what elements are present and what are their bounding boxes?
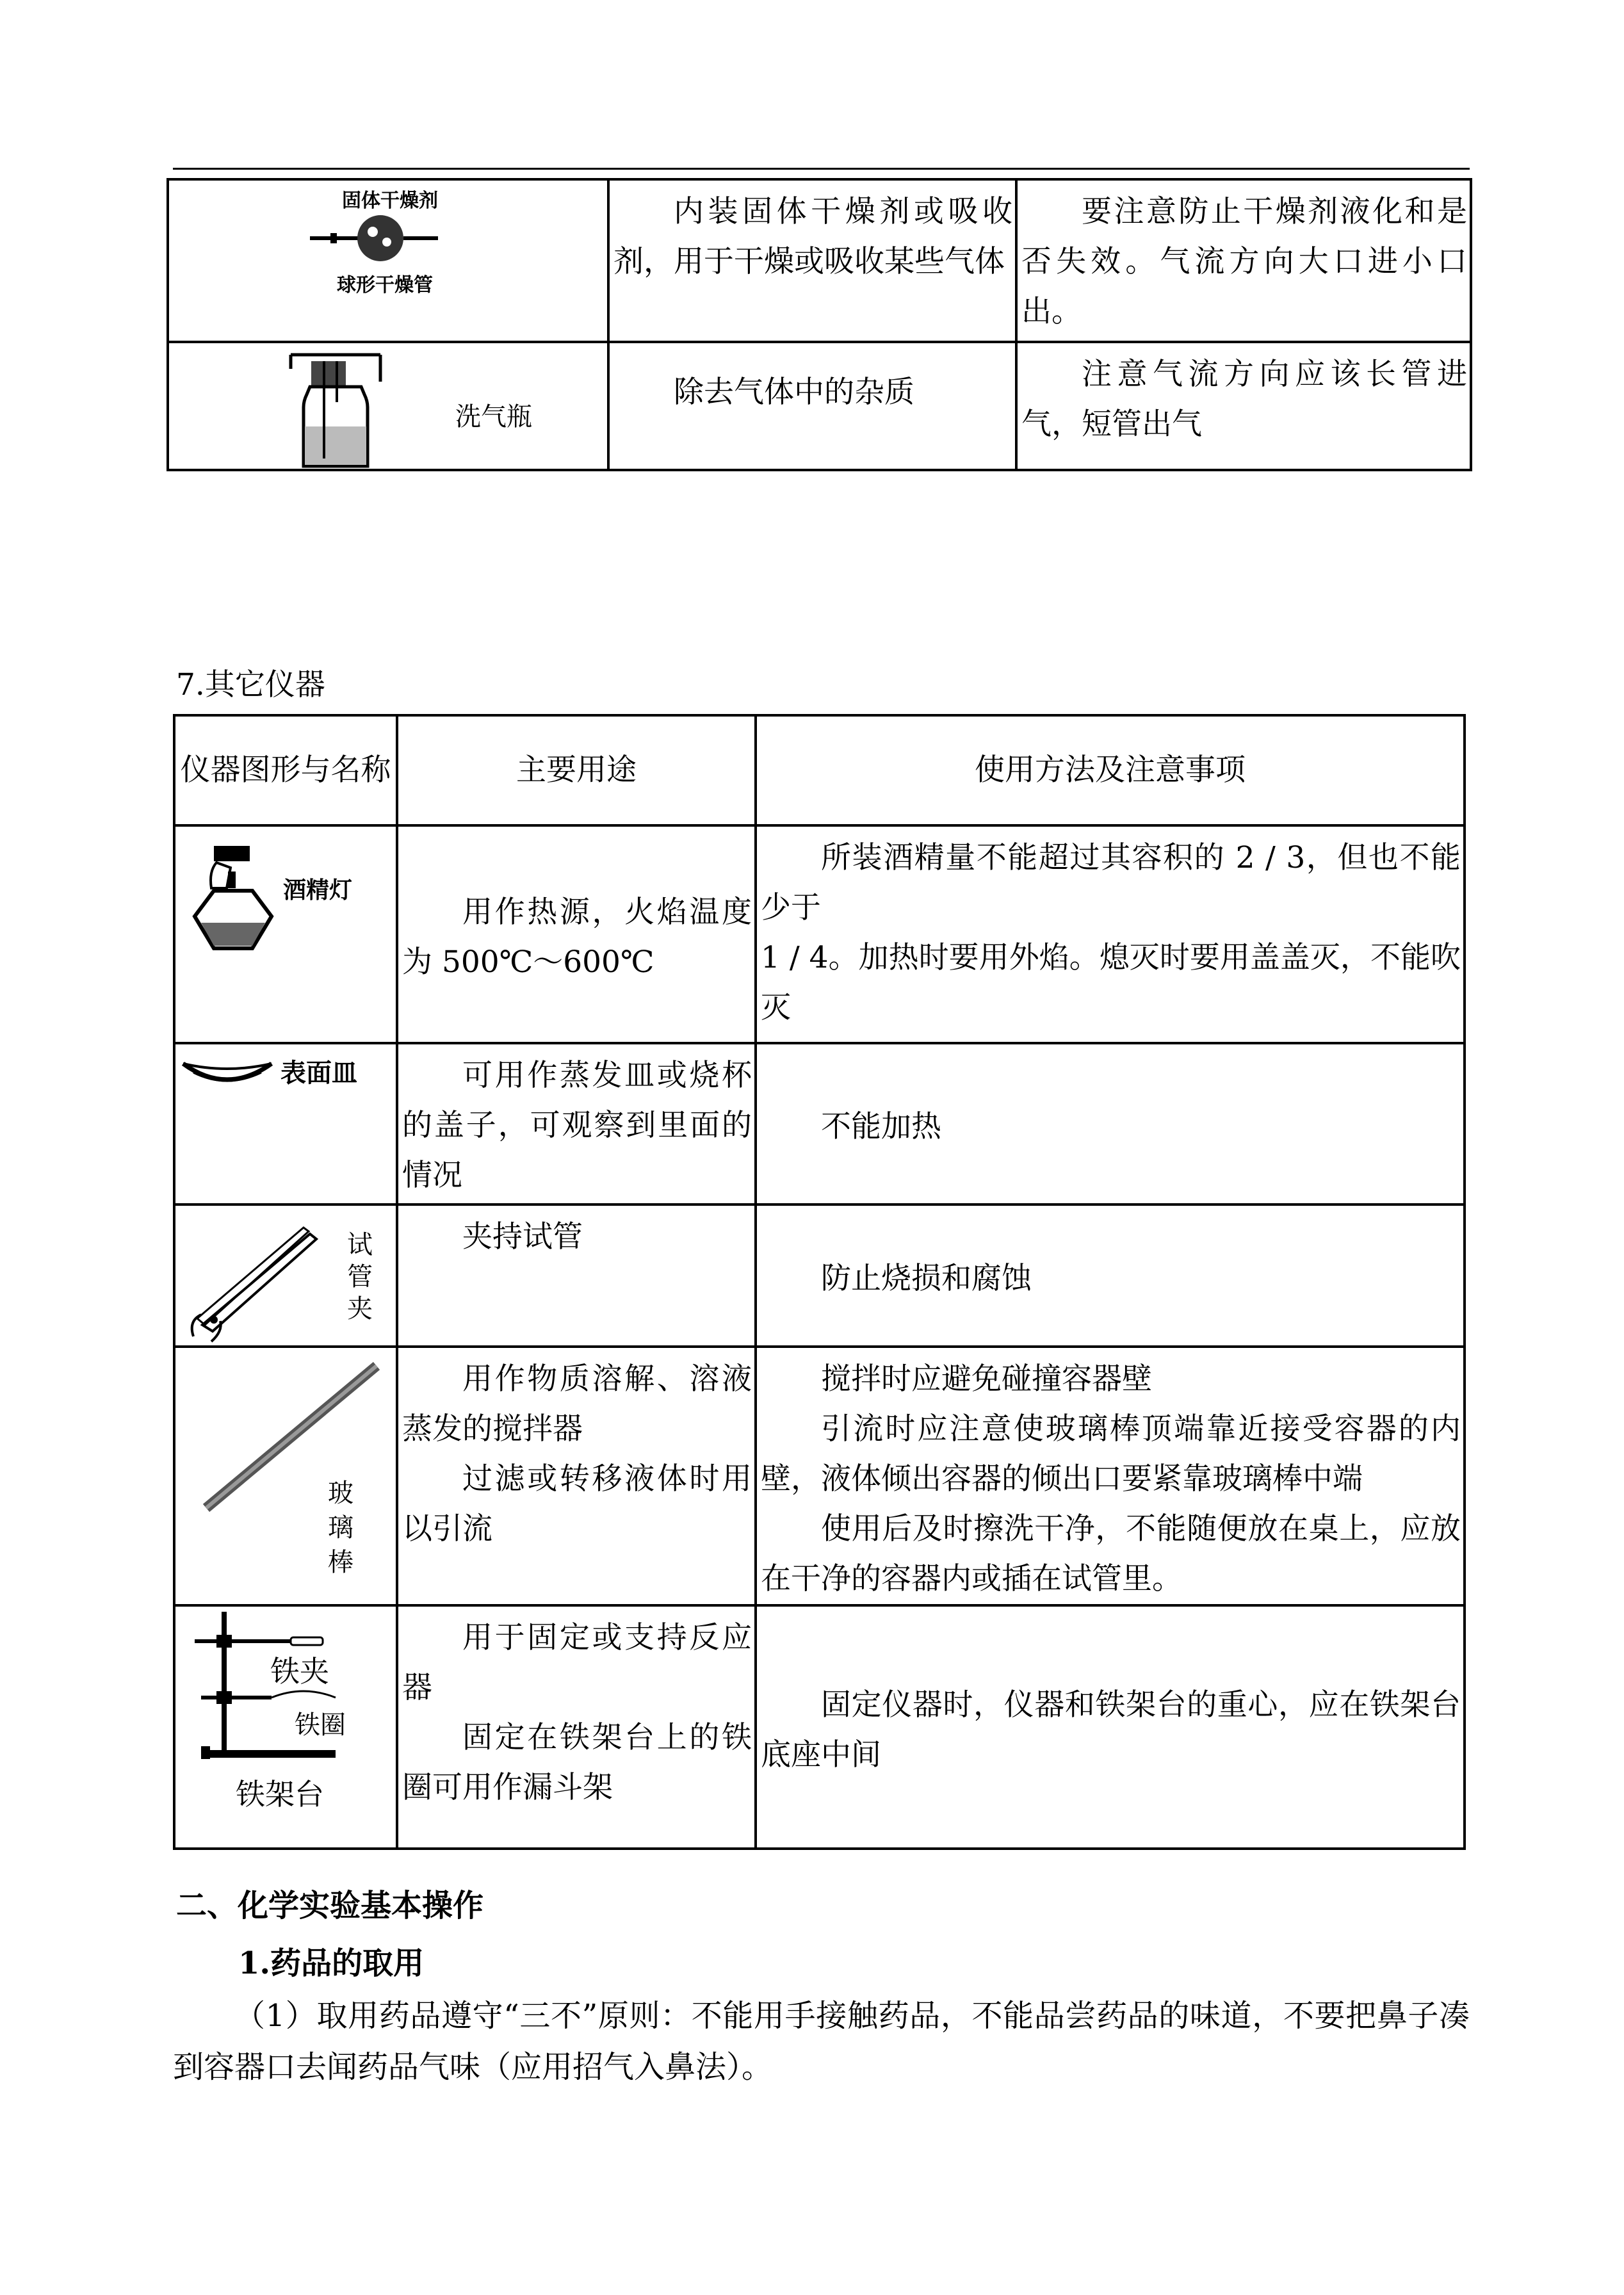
iron-stand-use-cell: [397, 1605, 756, 1849]
page-top-rule: [173, 168, 1470, 170]
test-tube-holder-label: 试管夹: [347, 1230, 373, 1324]
watch-glass-note: 不能加热: [821, 1109, 941, 1144]
glass-rod-use-cell: [397, 1347, 756, 1605]
other-instruments-table: [173, 714, 1466, 1850]
test-tube-holder-note: 防止烧损和腐蚀: [821, 1261, 1032, 1296]
table-row: [174, 1605, 1465, 1849]
alcohol-lamp-note-1: 所装酒精量不能超过其容积的 2 / 3，但也不能少于: [761, 840, 1461, 925]
drying-tube-use-cell: [608, 179, 1016, 342]
drying-equipment-table: [166, 178, 1472, 471]
iron-ring-label: 铁圈: [295, 1710, 346, 1740]
drying-tube-use: 内装固体干燥剂或吸收剂，用于干燥或吸收某些气体: [613, 194, 1012, 279]
drying-tube-icon: [169, 181, 605, 341]
watch-glass-label: 表面皿: [280, 1058, 357, 1088]
iron-stand-use-1: 用于固定或支持反应器: [402, 1620, 752, 1705]
header-image-name: 仪器图形与名称: [174, 715, 397, 825]
glass-rod-icon: [175, 1348, 393, 1602]
watch-glass-image-cell: [174, 1043, 397, 1204]
test-tube-holder-use: 夹持试管: [462, 1219, 583, 1254]
alcohol-lamp-icon: [175, 827, 393, 1038]
drying-tube-label: 球形干燥管: [337, 274, 433, 296]
alcohol-lamp-note-cell: [756, 825, 1465, 1043]
iron-stand-use-2: 固定在铁架台上的铁圈可用作漏斗架: [402, 1720, 752, 1805]
iron-stand-image-cell: [174, 1605, 397, 1849]
table-row: [174, 1347, 1465, 1605]
glass-rod-note-1: 搅拌时应避免碰撞容器壁: [821, 1361, 1152, 1397]
gas-washing-bottle-label: 洗气瓶: [455, 402, 532, 432]
iron-stand-note: 固定仪器时，仪器和铁架台的重心，应在铁架台底座中间: [761, 1687, 1461, 1772]
gas-washing-bottle-image-cell: [168, 342, 608, 470]
subsection-1-heading: 1.药品的取用: [238, 1945, 425, 1981]
watch-glass-note-cell: [756, 1043, 1465, 1204]
gas-washing-bottle-use-cell: [608, 342, 1016, 470]
gas-washing-bottle-use: 除去气体中的杂质: [674, 375, 914, 410]
alcohol-lamp-label: 酒精灯: [283, 877, 353, 904]
test-tube-holder-note-cell: [756, 1204, 1465, 1347]
test-tube-holder-use-cell: [397, 1204, 756, 1347]
drying-tube-image-cell: [168, 179, 608, 342]
glass-rod-image-cell: [174, 1347, 397, 1605]
table-row: [168, 342, 1471, 470]
header-main-use: 主要用途: [397, 715, 756, 825]
drying-agent-label: 固体干燥剂: [342, 190, 438, 212]
glass-rod-note-2: 引流时应注意使玻璃棒顶端靠近接受容器的内壁，液体倾出容器的倾出口要紧靠玻璃棒中端: [761, 1411, 1461, 1496]
table-row: [174, 1043, 1465, 1204]
test-tube-holder-image-cell: [174, 1204, 397, 1347]
iron-clamp-label: 铁夹: [270, 1654, 329, 1689]
gas-washing-bottle-note-cell: [1016, 342, 1471, 470]
reagent-rule-paragraph: （1）取用药品遵守“三不”原则：不能用手接触药品，不能品尝药品的味道，不要把鼻子凑到容器口去闻药品气味（应用招气入鼻法）。: [173, 1998, 1470, 2085]
glass-rod-note-cell: [756, 1347, 1465, 1605]
glass-rod-label: 玻璃棒: [328, 1479, 353, 1577]
drying-tube-note-cell: [1016, 179, 1471, 342]
alcohol-lamp-use-cell: [397, 825, 756, 1043]
gas-washing-bottle-icon: [169, 343, 605, 471]
alcohol-lamp-use: 用作热源，火焰温度为 500℃～600℃: [402, 895, 752, 980]
watch-glass-use: 可用作蒸发皿或烧杯的盖子，可观察到里面的情况: [402, 1058, 752, 1193]
section-7-title: 7.其它仪器: [176, 667, 325, 702]
table-header-row: [174, 715, 1465, 825]
drying-tube-note: 要注意防止干燥剂液化和是否失效。气流方向大口进小口出。: [1021, 194, 1467, 329]
glass-rod-use-2: 过滤或转移液体时用以引流: [402, 1461, 752, 1546]
table-row: [168, 179, 1471, 342]
table-row: [174, 1204, 1465, 1347]
alcohol-lamp-image-cell: [174, 825, 397, 1043]
iron-stand-label: 铁架台: [236, 1777, 324, 1812]
gas-washing-bottle-note: 注意气流方向应该长管进气，短管出气: [1021, 357, 1467, 442]
alcohol-lamp-note-2: 1 / 4。加热时要用外焰。熄灭时要用盖盖灭，不能吹灭: [761, 940, 1461, 1025]
iron-stand-note-cell: [756, 1605, 1465, 1849]
watch-glass-use-cell: [397, 1043, 756, 1204]
section-2-heading: 二、化学实验基本操作: [176, 1888, 484, 1924]
glass-rod-note-3: 使用后及时擦洗干净，不能随便放在桌上，应放在干净的容器内或插在试管里。: [761, 1511, 1461, 1596]
glass-rod-use-1: 用作物质溶解、溶液蒸发的搅拌器: [402, 1361, 752, 1447]
table-row: [174, 825, 1465, 1043]
header-usage-notes: 使用方法及注意事项: [756, 715, 1465, 825]
